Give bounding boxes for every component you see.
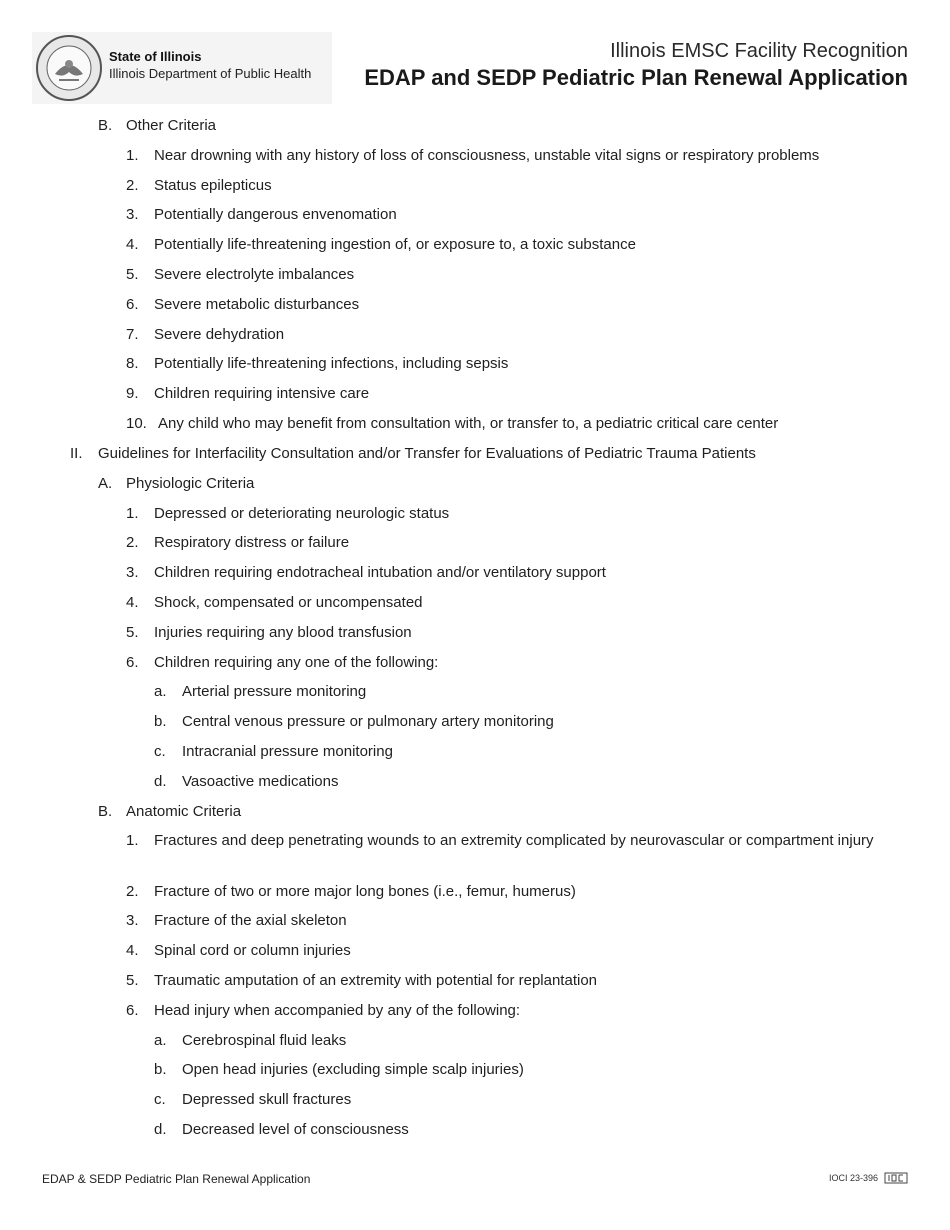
list-marker: 5. (126, 624, 139, 641)
list-marker: 1. (126, 505, 139, 522)
list-item-text: Any child who may benefit from consultation with, or transfer to, a pediatric critical care center (158, 415, 779, 432)
list-marker: 3. (126, 206, 139, 223)
list-marker: 6. (126, 1002, 139, 1019)
list-item-text: Children requiring intensive care (154, 385, 370, 402)
list-marker: 5. (126, 266, 139, 283)
list-item-text: Fractures and deep penetrating wounds to an extremity complicated by neurovascular or compartment injury (154, 832, 874, 849)
page-header (0, 0, 950, 110)
list-marker: 6. (126, 654, 139, 671)
list-item-text: Severe electrolyte imbalances (154, 266, 355, 283)
list-item-text: Children requiring endotracheal intubation and/or ventilatory support (154, 564, 606, 581)
list-item-text: Fracture of the axial skeleton (154, 912, 347, 929)
list-marker: 2. (126, 177, 139, 194)
list-item-text: Severe metabolic disturbances (154, 296, 360, 313)
list-item-text: Status epilepticus (154, 177, 272, 194)
list-marker: 6. (126, 296, 139, 313)
list-marker: c. (154, 1091, 166, 1108)
list-item-text: Cerebrospinal fluid leaks (182, 1032, 347, 1049)
program-name: Illinois EMSC Facility Recognition (610, 40, 908, 62)
list-marker: 9. (126, 385, 139, 402)
footer-code-block (829, 1172, 908, 1184)
form-code: IOCI 23-396 (828, 1173, 878, 1183)
printer-union-mark-icon (884, 1172, 908, 1184)
list-item-text: Shock, compensated or uncompensated (154, 594, 423, 611)
footer-document-name: EDAP & SEDP Pediatric Plan Renewal Application (42, 1172, 311, 1186)
list-marker: 4. (126, 594, 139, 611)
list-marker: 3. (126, 564, 139, 581)
list-marker: d. (154, 773, 167, 790)
agency-department-name: Illinois Department of Public Health (109, 66, 312, 81)
list-item-text: Potentially life-threatening infections, including sepsis (154, 355, 509, 372)
list-item-text: Injuries requiring any blood transfusion (154, 624, 412, 641)
list-item-text: Open head injuries (excluding simple scalp injuries) (182, 1061, 524, 1078)
list-marker: 4. (126, 942, 139, 959)
list-item-text: Children requiring any one of the following: (154, 654, 439, 671)
list-marker: 1. (126, 832, 139, 849)
list-item-text: Severe dehydration (154, 326, 285, 343)
list-marker: A. (98, 475, 113, 492)
list-item-text: Fracture of two or more major long bones (i.e., femur, humerus) (154, 883, 576, 900)
list-marker: 5. (126, 972, 139, 989)
list-marker: 4. (126, 236, 139, 253)
list-marker: 10. (126, 415, 147, 432)
list-item-text: Central venous pressure or pulmonary artery monitoring (182, 713, 554, 730)
section-label: Guidelines for Interfacility Consultation and/or Transfer for Evaluations of Pediatric Trauma Patients (98, 445, 756, 462)
list-item-text: Near drowning with any history of loss of consciousness, unstable vital signs or respiratory problems (154, 147, 820, 164)
list-marker: II. (70, 445, 83, 462)
section-label: Other Criteria (126, 117, 217, 134)
list-marker: c. (154, 743, 166, 760)
list-item-text: Spinal cord or column injuries (154, 942, 351, 959)
list-marker: 7. (126, 326, 139, 343)
list-item-text: Decreased level of consciousness (182, 1121, 409, 1138)
agency-state-name: State of Illinois (109, 49, 202, 64)
list-item-text: Head injury when accompanied by any of the following: (154, 1002, 521, 1019)
subsection-label: Physiologic Criteria (126, 475, 255, 492)
list-item-text: Respiratory distress or failure (154, 534, 350, 551)
state-seal-icon (35, 34, 103, 102)
list-item-text: Vasoactive medications (182, 773, 339, 790)
list-marker: 8. (126, 355, 139, 372)
idph-logo (32, 32, 332, 104)
list-marker: 3. (126, 912, 139, 929)
list-item-text: Potentially dangerous envenomation (154, 206, 397, 223)
list-item-text: Depressed or deteriorating neurologic status (154, 505, 450, 522)
list-marker: 2. (126, 534, 139, 551)
list-marker: 2. (126, 883, 139, 900)
list-marker: a. (154, 683, 167, 700)
list-marker: B. (98, 117, 113, 134)
list-marker: b. (154, 713, 167, 730)
subsection-label: Anatomic Criteria (126, 803, 242, 820)
list-item-text: Potentially life-threatening ingestion of, or exposure to, a toxic substance (154, 236, 636, 253)
list-marker: B. (98, 803, 113, 820)
document-title: EDAP and SEDP Pediatric Plan Renewal Application (364, 65, 908, 90)
list-item-text: Traumatic amputation of an extremity with potential for replantation (154, 972, 597, 989)
list-marker: a. (154, 1032, 167, 1049)
list-marker: 1. (126, 147, 139, 164)
list-item-text: Intracranial pressure monitoring (182, 743, 393, 760)
list-marker: b. (154, 1061, 167, 1078)
list-item-text: Arterial pressure monitoring (182, 683, 367, 700)
list-marker: d. (154, 1121, 167, 1138)
list-item-text: Depressed skull fractures (182, 1091, 352, 1108)
